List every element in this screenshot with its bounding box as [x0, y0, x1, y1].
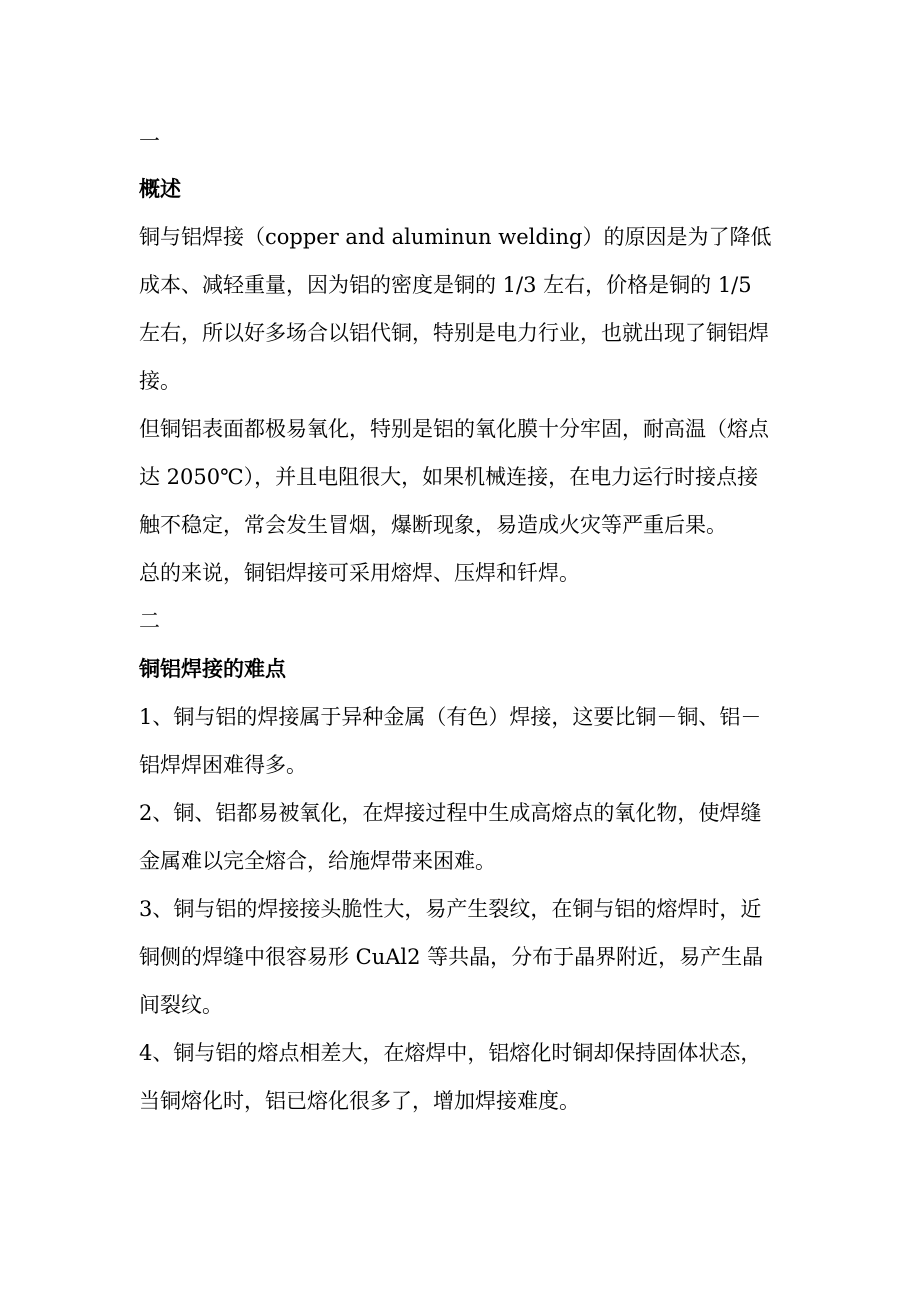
- section-2-title: 铜铝焊接的难点: [139, 657, 286, 681]
- list-item: 2、铜、铝都易被氧化，在焊接过程中生成高熔点的氧化物，使焊缝金属难以完全熔合，给施焊带来困难。: [139, 801, 762, 873]
- section-1-paragraph: 总的来说，铜铝焊接可采用熔焊、压焊和钎焊。: [139, 561, 580, 585]
- document-body: [139, 117, 779, 1125]
- list-item: 4、铜与铝的熔点相差大，在熔焊中，铝熔化时铜却保持固体状态，当铜熔化时，铝已熔化很多了，增加焊接难度。: [139, 1041, 762, 1113]
- section-2-number: 二: [139, 609, 160, 633]
- section-1-paragraph: 但铜铝表面都极易氧化，特别是铝的氧化膜十分牢固，耐高温（熔点达 2050℃），并且电阻很大，如果机械连接，在电力运行时接点接触不稳定，常会发生冒烟，爆断现象，易造成火灾等严重后果。: [139, 417, 769, 537]
- section-1-paragraph: 铜与铝焊接（copper and aluminun welding）的原因是为了降低成本、减轻重量，因为铝的密度是铜的 1/3 左右，价格是铜的 1/5 左右，所以好多场合以铝代铜，特别是电力行业，也就出现了铜铝焊接。: [139, 225, 772, 393]
- section-1-number: 一: [139, 129, 160, 153]
- list-item: 3、铜与铝的焊接接头脆性大，易产生裂纹，在铜与铝的熔焊时，近铜侧的焊缝中很容易形 CuAl2 等共晶，分布于晶界附近，易产生晶间裂纹。: [139, 897, 764, 1017]
- section-1-title: 概述: [139, 177, 181, 201]
- list-item: 1、铜与铝的焊接属于异种金属（有色）焊接，这要比铜－铜、铝－铝焊焊困难得多。: [139, 705, 762, 777]
